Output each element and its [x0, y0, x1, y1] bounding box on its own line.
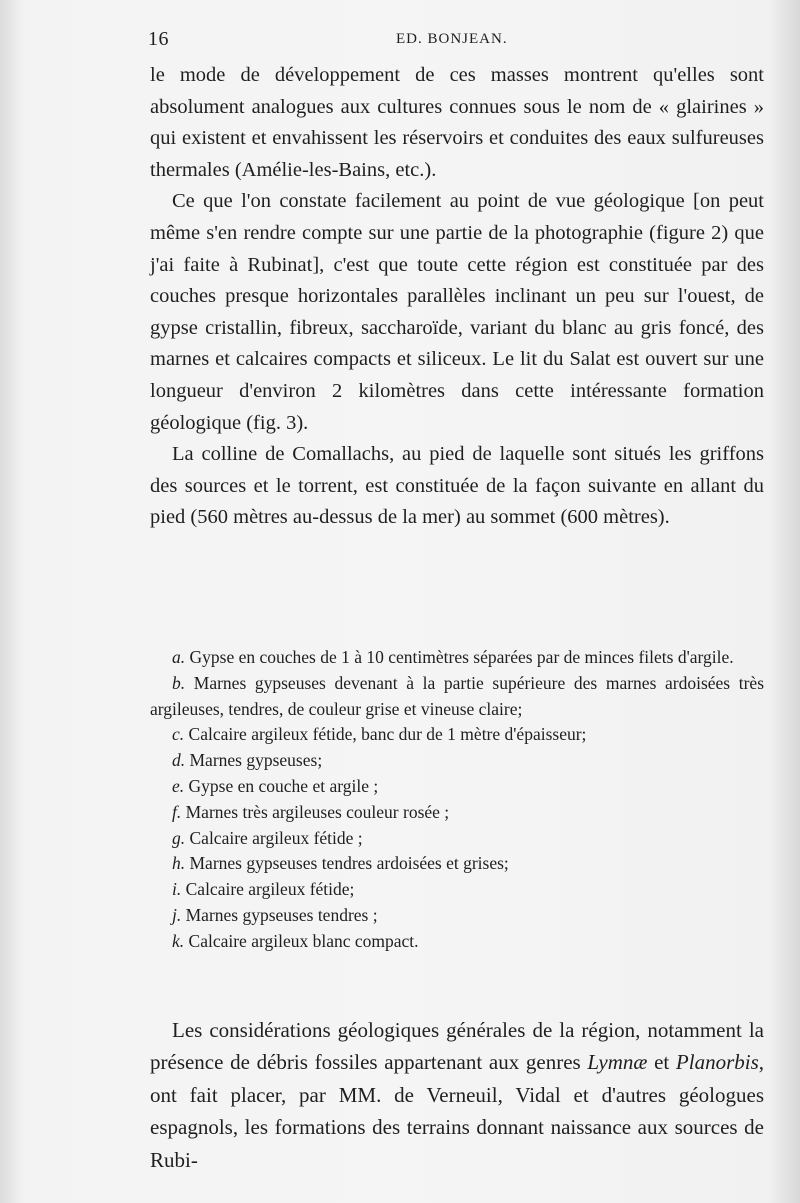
- conclusion-text-end: , ont fait placer, par MM. de Verneuil, Vidal et d'autres géologues espagnols, les formations des terrains donnant naissance aux sources de Rubi-: [150, 1050, 764, 1172]
- paragraph-continuation: le mode de développement de ces masses montrent qu'elles sont absolument analogues aux cultures connues sous le nom de « glairines » qui existent et envahissent les réservoirs et conduites des eaux sulfureuses thermales (Amélie-les-Bains, etc.).: [150, 64, 764, 181]
- body-text: [150, 60, 764, 534]
- layer-item-f: [150, 800, 764, 826]
- layer-letter: d.: [172, 750, 186, 771]
- layer-letter: g.: [172, 827, 186, 848]
- layer-letter: j.: [172, 904, 182, 925]
- layer-letter: i.: [172, 879, 182, 900]
- layer-text: Marnes gypseuses tendres ardoisées et grises;: [189, 853, 509, 874]
- layer-letter: c.: [172, 724, 185, 745]
- layer-text: Calcaire argileux fétide ;: [189, 827, 363, 848]
- layer-item-g: [150, 826, 764, 852]
- layer-letter: b.: [172, 672, 186, 693]
- layer-item-k: [150, 929, 764, 955]
- layer-item-c: [150, 722, 764, 748]
- layer-letter: f.: [172, 801, 182, 822]
- layer-letter: h.: [172, 853, 186, 874]
- layer-letter: k.: [172, 930, 185, 951]
- paragraph-conclusion: [150, 1014, 764, 1176]
- layer-list: [150, 645, 764, 955]
- layer-text: Marnes gypseuses tendres ;: [185, 904, 378, 925]
- layer-item-a: [150, 645, 764, 671]
- layer-letter: e.: [172, 775, 185, 796]
- conclusion-text-start: Les considérations géologiques générales de la région, notamment la présence de débris fossiles appartenant aux genres: [150, 1018, 764, 1075]
- layer-letter: a.: [172, 647, 186, 667]
- layer-item-e: [150, 774, 764, 800]
- paragraph-geology: Ce que l'on constate facilement au point de vue géologique [on peut même s'en rendre compte sur une partie de la photographie (figure 2) que j'ai faite à Rubinat], c'est que toute cette région est constituée par des couches presque horizontales parallèles inclinant un peu sur l'ouest, de gypse cristallin, fibreux, saccharoïde, variant du blanc au gris foncé, des marnes et calcaires compacts et siliceux. Le lit du Salat est ouvert sur une longueur d'environ 2 kilomètres dans cette intéressante formation géologique (fig. 3).: [150, 190, 764, 434]
- layer-item-d: [150, 748, 764, 774]
- layer-text: Calcaire argileux blanc compact.: [188, 930, 419, 951]
- page-header: [148, 28, 760, 58]
- layer-text: Calcaire argileux fétide, banc dur de 1 mètre d'épaisseur;: [188, 724, 587, 745]
- running-head: ED. BONJEAN.: [396, 31, 508, 47]
- page-number: 16: [148, 28, 169, 50]
- layer-text: Calcaire argileux fétide;: [185, 879, 355, 900]
- layer-text: Gypse en couche et argile ;: [188, 775, 379, 796]
- layer-item-b: [150, 671, 764, 723]
- layer-item-i: [150, 877, 764, 903]
- closing-text: [150, 1014, 764, 1176]
- layer-text: Marnes très argileuses couleur rosée ;: [185, 801, 450, 822]
- layer-item-h: [150, 851, 764, 877]
- layer-text: Gypse en couches de 1 à 10 centimètres séparées par de minces filets d'argile.: [189, 647, 734, 667]
- layer-text: Marnes gypseuses;: [189, 750, 323, 771]
- layer-item-j: [150, 903, 764, 929]
- genus-lymnae: Lymnæ: [587, 1050, 648, 1075]
- genus-planorbis: Planorbis: [675, 1050, 759, 1075]
- layer-text: Marnes gypseuses devenant à la partie supérieure des marnes ardoisées très argileuses, tendres, de couleur grise et vineuse claire;: [150, 672, 765, 719]
- paragraph-comallachs: La colline de Comallachs, au pied de laquelle sont situés les griffons des sources et le torrent, est constituée de la façon suivante en allant du pied (560 mètres au-dessus de la mer) au sommet (600 mètres).: [150, 443, 764, 529]
- conclusion-conjunction: et: [647, 1050, 676, 1075]
